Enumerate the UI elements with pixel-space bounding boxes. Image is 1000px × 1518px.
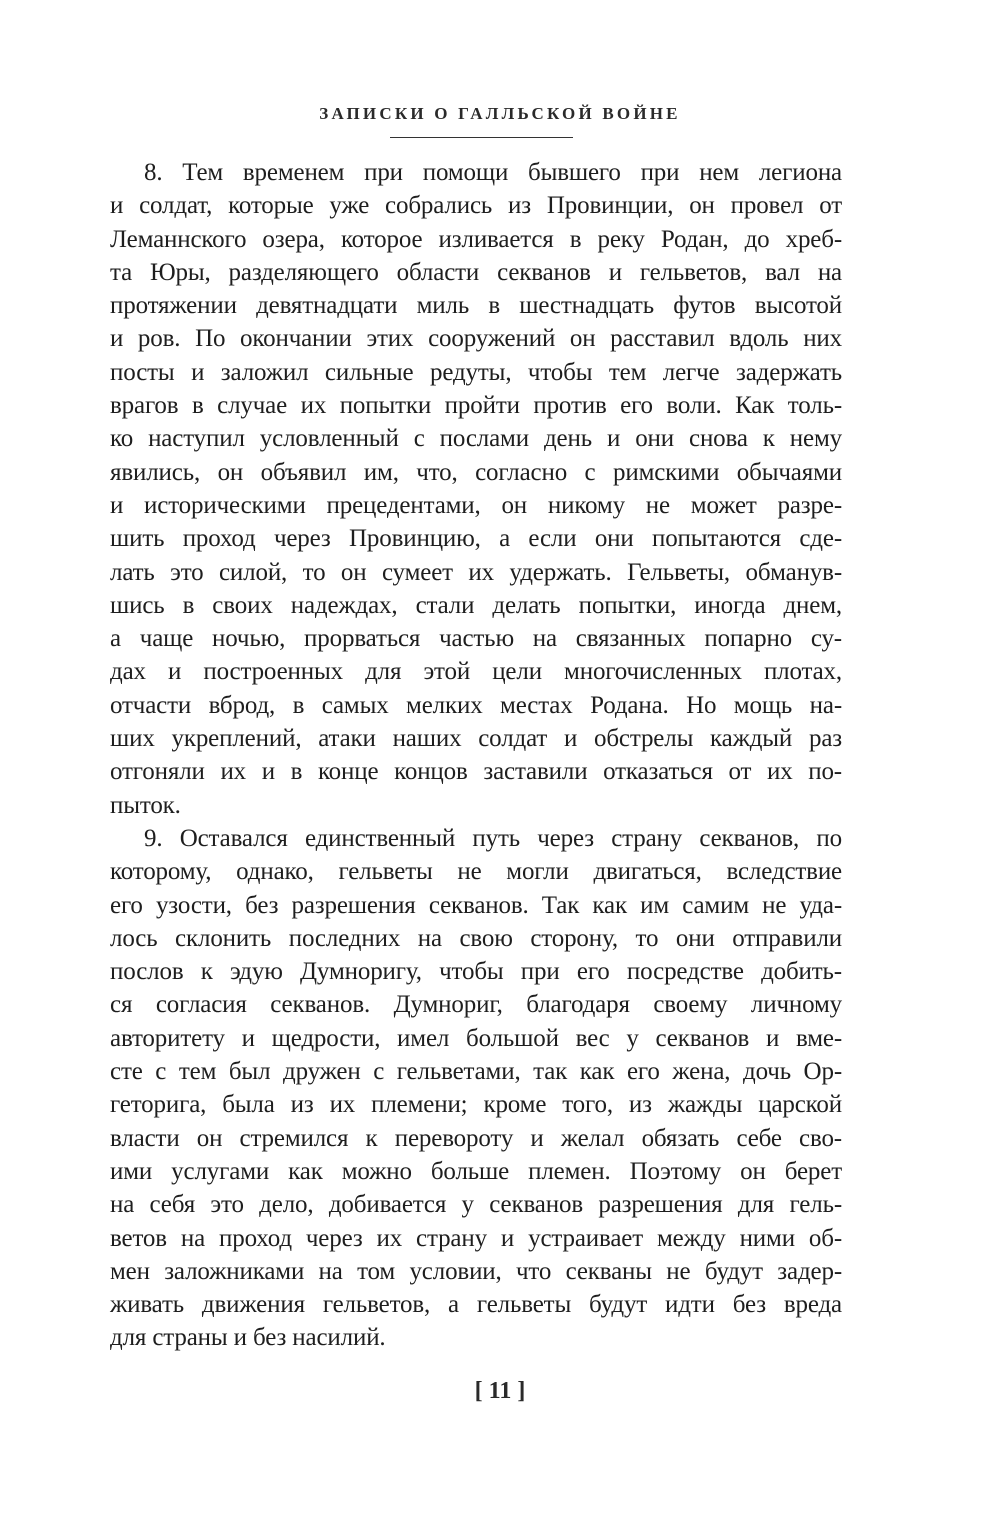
running-head: ЗАПИСКИ О ГАЛЛЬСКОЙ ВОЙНЕ [319, 104, 681, 123]
text-line: пыток. [110, 791, 181, 819]
text-line: явились, он объявил им, что, согласно с римскими обычаями [110, 458, 842, 486]
text-line: власти он стремился к перевороту и желал обязать себе сво- [110, 1124, 842, 1152]
text-line: живать движения гельветов, а гельветы будут идти без вреда [110, 1291, 842, 1319]
text-line: дах и построенных для этой цели многочисленных плотах, [110, 658, 842, 686]
page-number: [ 11 ] [474, 1378, 526, 1404]
text-line: и солдат, которые уже собрались из Провинции, он провел от [110, 192, 842, 220]
text-line: его узости, без разрешения секванов. Так как им самим не уда- [110, 891, 842, 919]
text-line: мен заложниками на том условии, что секваны не будут задер- [110, 1257, 842, 1285]
text-line: 8. Тем временем при помощи бывшего при нем легиона [144, 159, 842, 186]
text-line: лось склонить последних на свою сторону, то они отправили [110, 924, 842, 952]
text-line: послов к эдую Думноригу, чтобы при его посредстве добить- [110, 958, 842, 986]
text-line: для страны и без насилий. [110, 1324, 386, 1352]
text-line: а чаще ночью, прорваться частью на связанных попарно су- [110, 625, 842, 653]
text-line: ко наступил условленный с послами день и они снова к нему [110, 425, 842, 453]
text-line: шить проход через Провинцию, а если они попытаются сде- [110, 525, 842, 553]
text-line: ветов на проход через их страну и устраивает между ними об- [110, 1224, 842, 1252]
text-line: и ров. По окончании этих сооружений он расставил вдоль них [110, 325, 842, 353]
text-line: и историческими прецедентами, он никому не может разре- [110, 491, 842, 519]
text-line: ших укреплений, атаки наших солдат и обстрелы каждый раз [110, 725, 842, 753]
text-line: посты и заложил сильные редуты, чтобы тем легче задержать [110, 358, 842, 386]
text-line: ими услугами как можно больше племен. Поэтому он берет [110, 1157, 842, 1185]
running-head-rule [390, 137, 573, 138]
text-line: шись в своих надеждах, стали делать попытки, иногда днем, [110, 591, 842, 619]
text-line: геторига, была из их племени; кроме того, из жажды царской [110, 1091, 842, 1119]
text-line: Леманнского озера, которое изливается в реку Родан, до хреб- [110, 225, 842, 253]
text-line: лать это силой, то он сумеет их удержать. Гельветы, обманув- [110, 558, 842, 586]
text-line: ся согласия секванов. Думнориг, благодаря своему личному [110, 991, 842, 1019]
text-line: 9. Оставался единственный путь через страну секванов, по [144, 824, 842, 852]
text-line: протяжении девятнадцати миль в шестнадцать футов высотой [110, 292, 842, 320]
paragraph-8 [110, 156, 842, 822]
text-line: врагов в случае их попытки пройти против его воли. Как толь- [110, 392, 842, 420]
text-line: на себя это дело, добивается у секванов разрешения для гель- [110, 1191, 842, 1219]
text-line: авторитету и щедрости, имел большой вес у секванов и вме- [110, 1024, 842, 1052]
text-line: сте с тем был дружен с гельветами, так как его жена, дочь Ор- [110, 1058, 842, 1086]
text-line: та Юры, разделяющего области секванов и гельветов, вал на [110, 258, 842, 286]
paragraph-9 [110, 822, 842, 1355]
text-line: отчасти вброд, в самых мелких местах Родана. Но мощь на- [110, 691, 842, 719]
text-line: отгоняли их и в конце концов заставили отказаться от их по- [110, 758, 842, 786]
body-text [110, 156, 842, 1355]
text-line: которому, однако, гельветы не могли двигаться, вследствие [110, 858, 842, 886]
